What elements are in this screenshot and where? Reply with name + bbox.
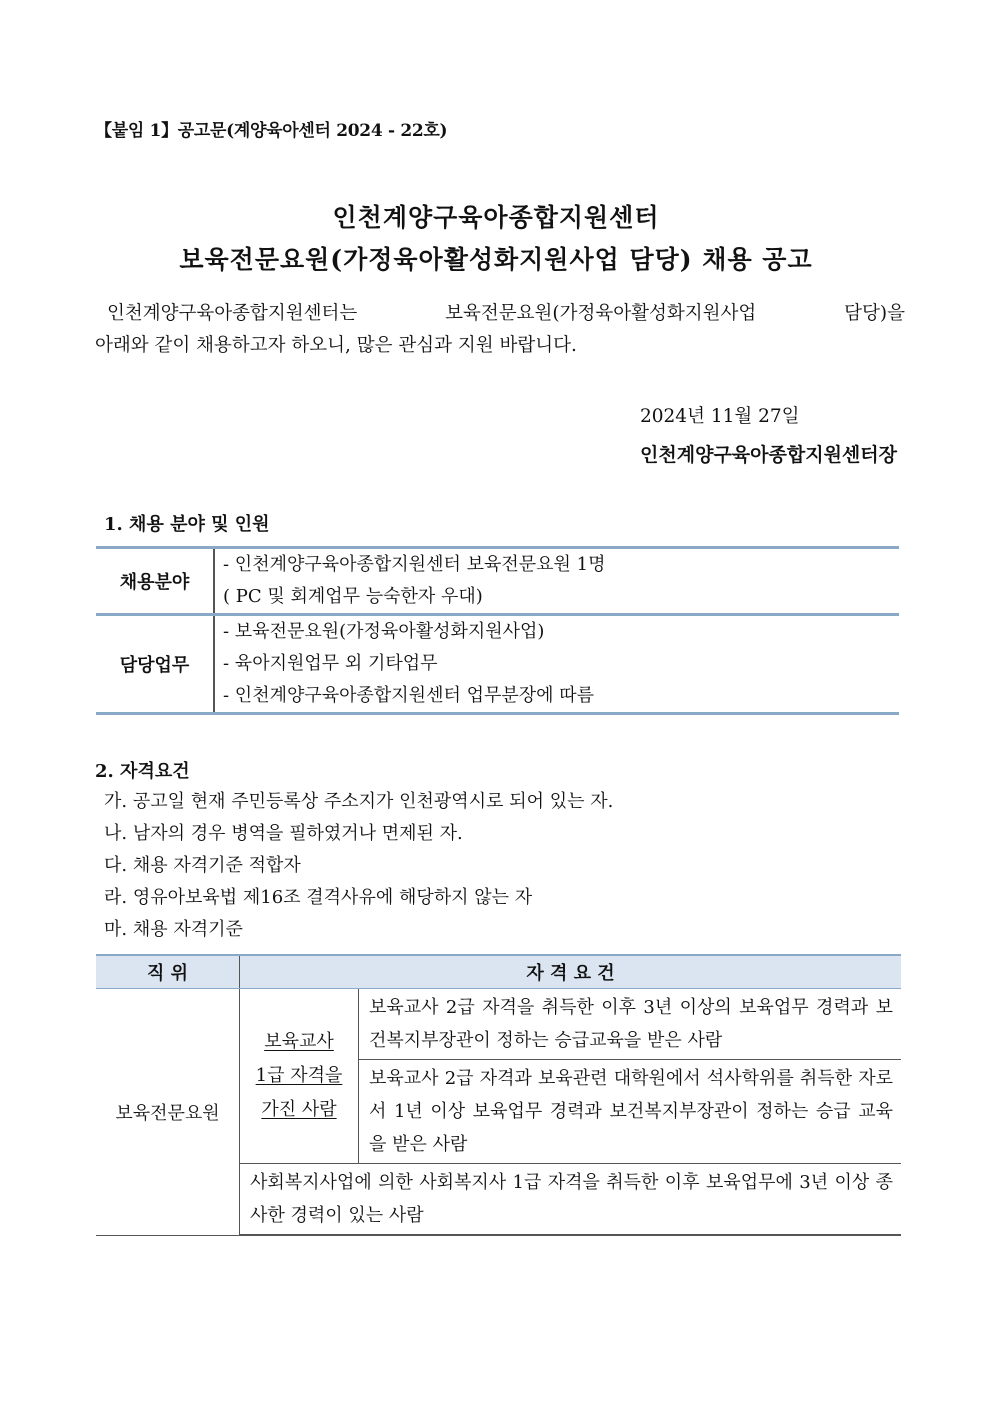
qualification-table xyxy=(96,954,901,1236)
requirement-cell-1: 보육교사 2급 자격을 취득한 이후 3년 이상의 보육업무 경력과 보건복지부장관이 정하는 승급교육을 받은 사람 xyxy=(359,989,902,1060)
page-title-line2: 보육전문요원(가정육아활성화지원사업 담당) 채용 공고 xyxy=(179,245,813,274)
sub-category-line xyxy=(240,1059,358,1093)
list-item: 다. 채용 자격기준 적합자 xyxy=(104,855,301,876)
recruitment-field-cell xyxy=(214,548,899,615)
sub-category-text: 1급 자격을 xyxy=(255,1065,343,1086)
sub-category-line xyxy=(240,1093,358,1127)
page-title-line1: 인천계양구육아종합지원센터 xyxy=(332,203,660,232)
list-item: 나. 남자의 경우 병역을 필하였거나 면제된 자. xyxy=(104,823,463,844)
announcement-date: 2024년 11월 27일 xyxy=(640,406,800,427)
position-cell: 보육전문요원 xyxy=(96,989,240,1236)
sub-category-text: 보육교사 xyxy=(264,1031,334,1052)
duties-cell xyxy=(214,615,899,714)
issuer-name: 인천계양구육아종합지원센터장 xyxy=(640,444,897,466)
field-line: ( PC 및 회계업무 능숙한자 우대) xyxy=(223,586,483,607)
list-item: 가. 공고일 현재 주민등록상 주소지가 인천광역시로 되어 있는 자. xyxy=(104,791,614,812)
col-header-requirements: 자 격 요 건 xyxy=(240,955,902,989)
attachment-label: 【붙임 1】공고문(계양육아센터 2024 - 22호) xyxy=(95,121,448,141)
sub-category-text: 가진 사람 xyxy=(261,1099,337,1120)
col-header-position: 직 위 xyxy=(96,955,240,989)
list-item: 라. 영유아보육법 제16조 결격사유에 해당하지 않는 자 xyxy=(104,887,533,908)
row-header-field: 채용분야 xyxy=(96,548,214,615)
sub-category-cell xyxy=(240,989,359,1164)
sub-category-line xyxy=(240,1025,358,1059)
requirement-cell-3: 사회복지사업에 의한 사회복지사 1급 자격을 취득한 이후 보육업무에 3년 이상 종사한 경력이 있는 사람 xyxy=(240,1164,902,1236)
recruitment-table xyxy=(96,546,899,715)
requirements-list xyxy=(104,786,613,946)
duty-line: - 육아지원업무 외 기타업무 xyxy=(223,653,438,674)
intro-line1: 인천계양구육아종합지원센터는 보육전문요원(가정육아활성화지원사업 담당)을 xyxy=(107,303,905,324)
intro-line2: 아래와 같이 채용하고자 하오니, 많은 관심과 지원 바랍니다. xyxy=(95,335,577,356)
field-line: - 인천계양구육아종합지원센터 보육전문요원 1명 xyxy=(223,554,606,575)
duty-line: - 인천계양구육아종합지원센터 업무분장에 따름 xyxy=(223,685,595,706)
requirement-cell-2: 보육교사 2급 자격과 보육관련 대학원에서 석사학위를 취득한 자로서 1년 이상 보육업무 경력과 보건복지부장관이 정하는 승급 교육을 받은 사람 xyxy=(359,1060,902,1164)
list-item: 마. 채용 자격기준 xyxy=(104,919,243,940)
section2-heading: 2. 자격요건 xyxy=(95,761,190,782)
section1-heading: 1. 채용 분야 및 인원 xyxy=(104,514,270,535)
duty-line: - 보육전문요원(가정육아활성화지원사업) xyxy=(223,621,545,642)
intro-paragraph xyxy=(95,298,905,362)
row-header-duties: 담당업무 xyxy=(96,615,214,714)
